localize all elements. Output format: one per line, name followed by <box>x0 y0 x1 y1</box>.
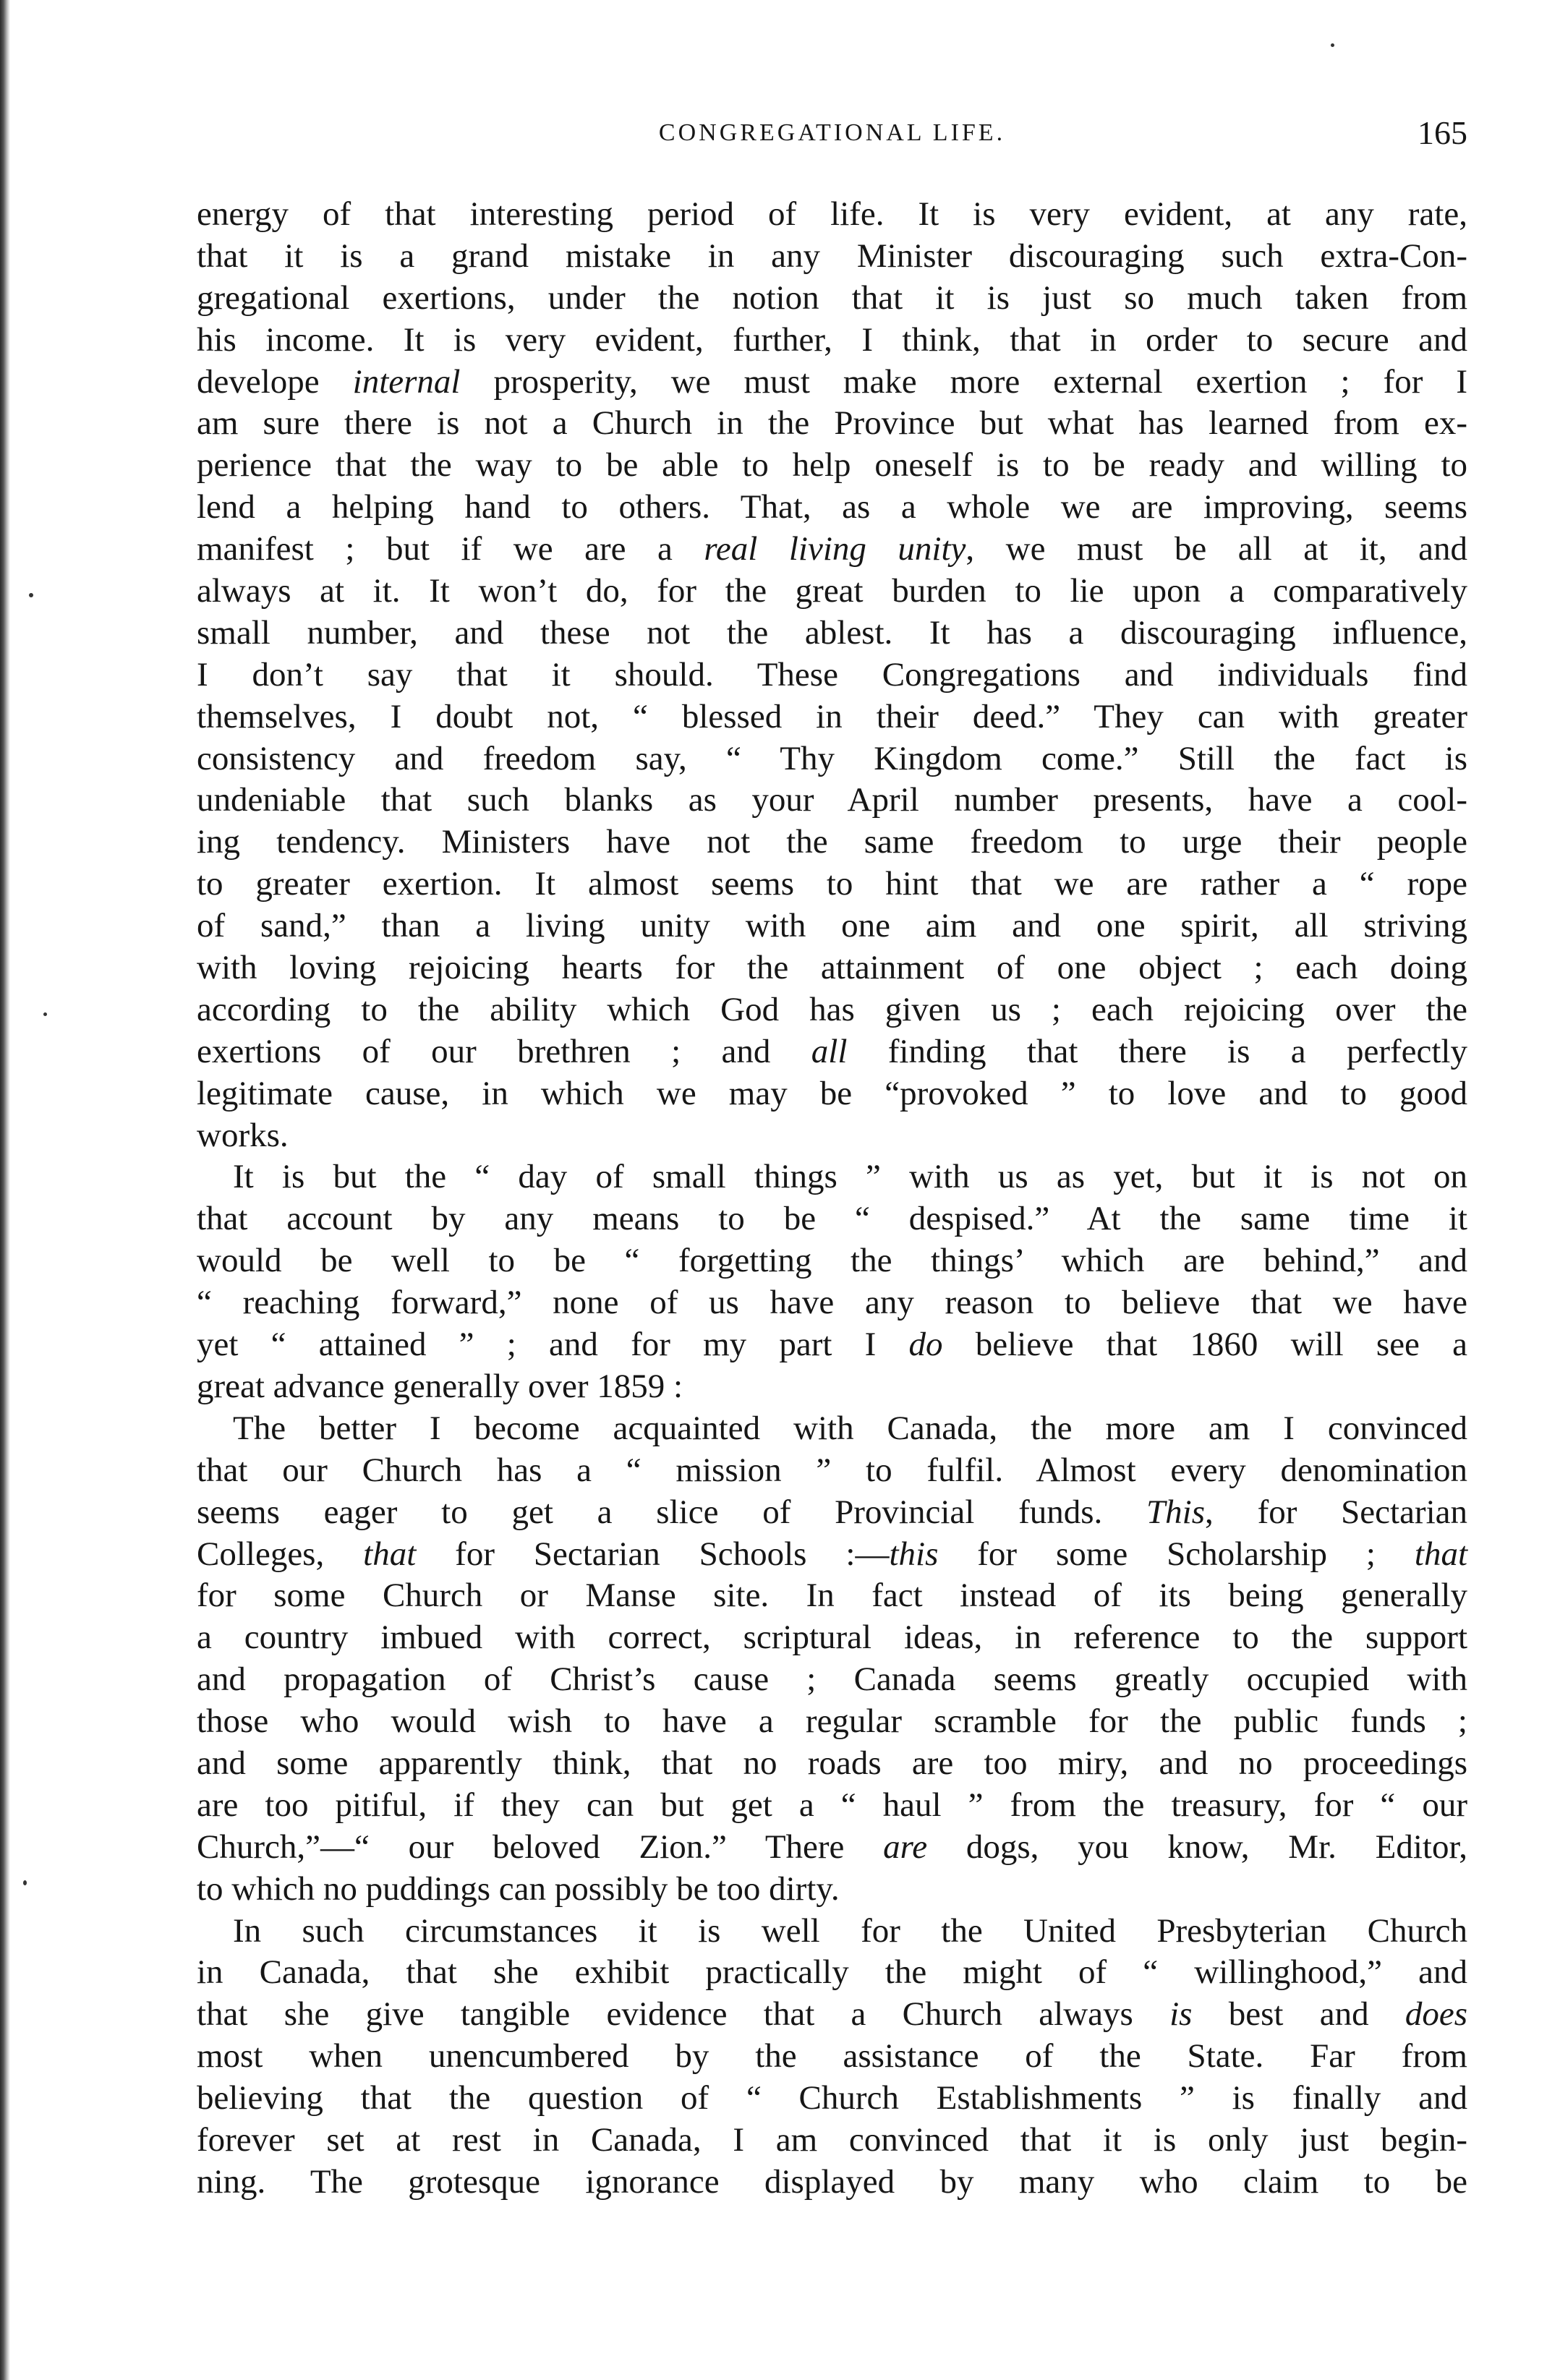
text-line <box>197 571 1467 613</box>
text-run: “ reaching forward,” none of us have any reason to believe that we have <box>197 1284 1467 1322</box>
text-line <box>197 989 1467 1031</box>
text-run: lend a helping hand to others. That, as a whole we are improving, seems <box>197 488 1467 526</box>
text-line <box>197 487 1467 529</box>
text-run: would be well to be “ forgetting the things’ which are behind,” and <box>197 1242 1467 1280</box>
text-line <box>197 1450 1467 1492</box>
text-run: energy of that interesting period of life. It is very evident, at any rate, <box>197 195 1467 233</box>
text-run: exertions of our brethren ; and <box>197 1032 811 1070</box>
text-run: consistency and freedom say, “ Thy Kingdom come.” Still the fact is <box>197 739 1467 777</box>
text-run: seems eager to get a slice of Provincial funds. <box>197 1493 1147 1531</box>
text-line <box>197 1115 1467 1157</box>
text-run: to which no puddings can possibly be too dirty. <box>197 1869 840 1908</box>
text-run: The better I become acquainted with Canada, the more am I convinced <box>233 1409 1467 1447</box>
text-run: am sure there is not a Church in the Province but what has learned from ex- <box>197 404 1467 443</box>
text-run: and some apparently think, that no roads are too miry, and no proceedings <box>197 1744 1467 1782</box>
text-run: in Canada, that she exhibit practically the might of “ willinghood,” and <box>197 1953 1467 1992</box>
text-run: to greater exertion. It almost seems to hint that we are rather a “ rope <box>197 865 1467 903</box>
text-line <box>197 863 1467 905</box>
text-run: a country imbued with correct, scriptural ideas, in reference to the support <box>197 1618 1467 1657</box>
page-number: 165 <box>1418 114 1467 151</box>
text-run: for Sectarian Schools :— <box>416 1535 890 1573</box>
text-line <box>197 1073 1467 1115</box>
text-run: believe that 1860 will see a <box>942 1326 1467 1364</box>
italic-text-run: do <box>908 1326 943 1364</box>
text-line <box>197 1994 1467 2036</box>
text-line <box>197 1282 1467 1324</box>
text-line <box>197 2120 1467 2162</box>
text-run: , for Sectarian <box>1205 1493 1467 1531</box>
text-run: ning. The grotesque ignorance displayed by many who claim to be <box>197 2162 1467 2201</box>
text-line <box>197 654 1467 696</box>
text-line <box>197 1827 1467 1869</box>
text-run: undeniable that such blanks as your April number presents, have a cool- <box>197 781 1467 819</box>
text-line <box>197 445 1467 487</box>
page-header <box>197 114 1467 163</box>
text-run: gregational exertions, under the notion that it is just so much taken from <box>197 278 1467 317</box>
text-run: themselves, I doubt not, “ blessed in their deed.” They can with greater <box>197 697 1467 735</box>
text-line <box>197 1492 1467 1534</box>
text-line <box>197 1659 1467 1701</box>
text-run: with loving rejoicing hearts for the attainment of one object ; each doing <box>197 949 1467 987</box>
text-line <box>197 1031 1467 1073</box>
text-line <box>197 613 1467 654</box>
text-run: manifest ; but if we are a <box>197 530 704 568</box>
text-line <box>197 1743 1467 1785</box>
text-run: , we must be all at it, and <box>966 530 1467 568</box>
text-run: for some Church or Manse site. In fact instead of its being generally <box>197 1577 1467 1615</box>
text-line <box>197 1701 1467 1743</box>
text-run: great advance generally over 1859 : <box>197 1367 683 1405</box>
italic-text-run: this <box>889 1535 939 1573</box>
text-line <box>197 1575 1467 1617</box>
italic-text-run: internal <box>352 362 461 401</box>
text-run: legitimate cause, in which we may be “provoked ” to love and to good <box>197 1074 1467 1112</box>
text-run: prosperity, we must make more external exertion ; for I <box>460 362 1468 401</box>
italic-text-run: all <box>811 1032 848 1070</box>
text-run: believing that the question of “ Church Establishments ” is finally and <box>197 2079 1467 2117</box>
text-run: best and <box>1192 1995 1405 2034</box>
italic-text-run: that <box>1414 1535 1468 1573</box>
text-line <box>197 1156 1467 1198</box>
text-run: perience that the way to be able to help oneself is to be ready and willing to <box>197 446 1467 485</box>
text-run: works. <box>197 1116 289 1154</box>
text-run: small number, and these not the ablest. It has a discouraging influence, <box>197 613 1467 652</box>
text-line <box>197 1534 1467 1576</box>
text-run: most when unencumbered by the assistance of the State. Far from <box>197 2037 1467 2076</box>
text-run: for some Scholarship ; <box>938 1535 1415 1573</box>
text-run: forever set at rest in Canada, I am convinced that it is only just begin- <box>197 2120 1467 2159</box>
text-line <box>197 1198 1467 1240</box>
italic-text-run: are <box>883 1827 928 1866</box>
text-line <box>197 2036 1467 2078</box>
text-line <box>197 947 1467 989</box>
text-line <box>197 362 1467 404</box>
text-run: his income. It is very evident, further, I think, that in order to secure and <box>197 320 1467 359</box>
text-line <box>197 1324 1467 1366</box>
text-run: finding that there is a perfectly <box>847 1032 1467 1070</box>
text-run: of sand,” than a living unity with one aim and one spirit, all striving <box>197 907 1467 945</box>
text-run: develope <box>197 362 353 401</box>
text-run: I don’t say that it should. These Congregations and individuals find <box>197 655 1467 694</box>
running-title: CONGREGATIONAL LIFE. <box>658 119 1006 146</box>
text-line <box>197 236 1467 278</box>
scan-speck <box>29 593 33 597</box>
text-line <box>197 194 1467 236</box>
text-line <box>197 1408 1467 1450</box>
text-line <box>197 1785 1467 1827</box>
italic-text-run: is <box>1169 1995 1193 2034</box>
text-line <box>197 780 1467 822</box>
text-line <box>197 2078 1467 2120</box>
text-line <box>197 1617 1467 1659</box>
text-line <box>197 1869 1467 1911</box>
text-line <box>197 696 1467 738</box>
italic-text-run: that <box>363 1535 417 1573</box>
text-line <box>197 1240 1467 1282</box>
text-line <box>197 2162 1467 2204</box>
scan-speck <box>23 1880 27 1885</box>
text-run: according to the ability which God has given us ; each rejoicing over the <box>197 990 1467 1028</box>
italic-text-run: real living unity <box>704 530 966 568</box>
text-run: and propagation of Christ’s cause ; Canada seems greatly occupied with <box>197 1660 1467 1699</box>
text-run: those who would wish to have a regular scramble for the public funds ; <box>197 1702 1467 1741</box>
text-line <box>197 529 1467 571</box>
text-run: that it is a grand mistake in any Minister discouraging such extra-Con- <box>197 236 1467 275</box>
text-run: In such circumstances it is well for the United Presbyterian Church <box>233 1911 1467 1950</box>
text-line <box>197 1911 1467 1953</box>
text-line <box>197 738 1467 780</box>
text-run: are too pitiful, if they can but get a “ haul ” from the treasury, for “ our <box>197 1786 1467 1824</box>
scan-binding-edge <box>0 0 10 2380</box>
text-run: that our Church has a “ mission ” to fulfil. Almost every denomination <box>197 1451 1467 1489</box>
text-line <box>197 320 1467 362</box>
text-run: It is but the “ day of small things ” with us as yet, but it is not on <box>233 1158 1467 1196</box>
text-line <box>197 403 1467 445</box>
italic-text-run: This <box>1146 1493 1206 1531</box>
text-run: dogs, you know, Mr. Editor, <box>927 1827 1467 1866</box>
scan-speck <box>1331 43 1334 47</box>
text-run: that account by any means to be “ despised.” At the same time it <box>197 1200 1467 1238</box>
text-line <box>197 822 1467 863</box>
text-run: yet “ attained ” ; and for my part I <box>197 1326 909 1364</box>
text-line <box>197 1952 1467 1994</box>
text-run: always at it. It won’t do, for the great burden to lie upon a comparatively <box>197 572 1467 610</box>
scan-speck <box>43 1012 47 1016</box>
text-run: that she give tangible evidence that a Church always <box>197 1995 1170 2034</box>
text-line <box>197 1366 1467 1408</box>
body-text <box>197 194 1467 2204</box>
text-run: Church,”—“ our beloved Zion.” There <box>197 1827 884 1866</box>
text-run: ing tendency. Ministers have not the same freedom to urge their people <box>197 823 1467 861</box>
text-run: Colleges, <box>197 1535 364 1573</box>
italic-text-run: does <box>1405 1995 1467 2034</box>
text-line <box>197 278 1467 320</box>
text-line <box>197 905 1467 947</box>
